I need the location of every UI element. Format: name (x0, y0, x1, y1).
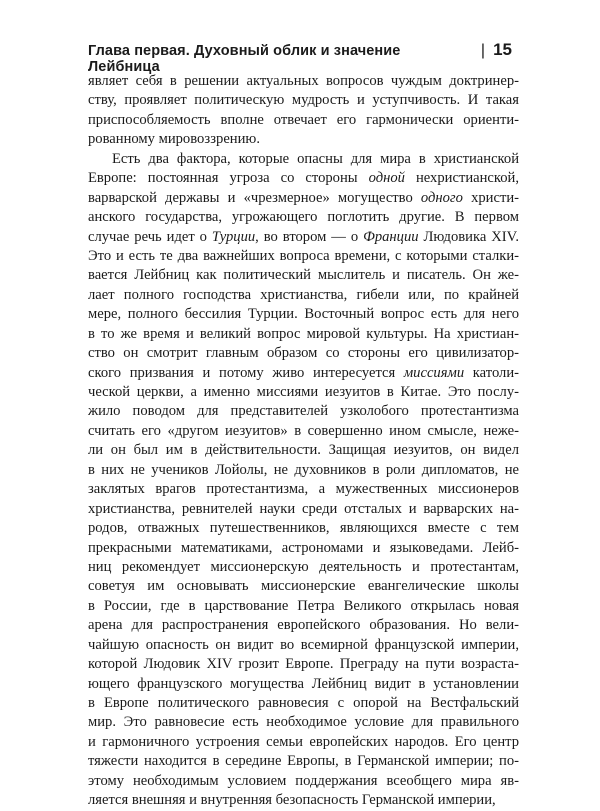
text-line (88, 519, 519, 538)
text-run: тяжести находится в середине Европы, в Германской империи; по- (88, 753, 519, 770)
text-run: вается Лейбниц как политический мыслитель и писатель. Он же- (88, 267, 519, 284)
text-run: ниц рекомендует миссионерскую деятельность и протестантам, (88, 558, 519, 575)
text-run: ство он смотрит главным образом со стороны его цивилизатор- (88, 345, 519, 362)
text-line (88, 150, 519, 169)
text-run: в России, где в царствование Петра Великого открылась новая (88, 597, 519, 614)
text-run: которой Людовик XIV грозит Европе. Преграду на пути возраста- (88, 656, 519, 673)
text-run: в Европе политического равновесия с опорой на Вестфальский (88, 695, 519, 711)
text-line (88, 461, 519, 480)
text-run: в них не учеников Лойолы, не духовников в роли дипломатов, не (88, 461, 519, 478)
text-run: рованному мировоззрению. (88, 131, 260, 148)
text-line (88, 383, 519, 402)
text-run: ского призвания и потому живо интересуется (88, 364, 404, 381)
text-line (88, 480, 519, 499)
text-line (88, 208, 519, 227)
text-line (88, 91, 519, 110)
text-line (88, 402, 519, 421)
text-run: Людовика XIV. (418, 228, 519, 245)
header-separator: | (480, 42, 486, 59)
text-line (88, 791, 519, 810)
text-line (88, 616, 519, 635)
text-line (88, 72, 519, 91)
text-run: мере, полного бессилия Турции. Восточный вопрос есть для него (88, 306, 519, 323)
text-line (88, 247, 519, 266)
text-run: мир. Это равновесие есть необходимое условие для правильного (88, 714, 519, 731)
text-run: советуя им основывать миссионерские евангелические школы (88, 578, 519, 595)
text-line (88, 655, 519, 674)
text-run: жило поводом для представителей узколобого протестантизма (88, 403, 519, 420)
text-run: чайшую опасность он видит во всемирной французской империи, (88, 636, 519, 653)
emphasis: Турции (211, 228, 256, 245)
text-line (88, 772, 519, 791)
text-run: лает полного господства христианства, гибели или, по крайней (88, 286, 519, 303)
text-run: христи- (462, 189, 519, 206)
text-line (88, 597, 519, 616)
emphasis: Франции (363, 228, 419, 245)
text-line (88, 189, 519, 208)
running-title: Глава первая. Духовный облик и значение Лейбница (88, 43, 401, 75)
text-line (88, 266, 519, 285)
text-run: арена для распространения европейского образования. Но вели- (88, 617, 519, 634)
body-text (88, 72, 519, 811)
text-run: ству, проявляет политическую мудрость и уступчивость. И такая (88, 92, 519, 109)
text-run: варварской державы и «чрезмерное» могущество (88, 189, 421, 206)
text-line (88, 111, 519, 130)
text-line (88, 694, 519, 713)
emphasis: миссиями (403, 364, 465, 381)
text-line (88, 228, 519, 247)
emphasis: одной (368, 170, 405, 187)
text-line (88, 344, 519, 363)
text-run: прекрасными математиками, астрономами и языковедами. Лейб- (88, 539, 519, 556)
text-run: анского государства, угрожающего поглотить другие. В первом (88, 209, 519, 226)
text-line (88, 130, 519, 149)
text-run: приспособляемость вполне отвечает его гармонически ориенти- (88, 111, 519, 128)
text-run: случае речь идет о (88, 228, 212, 245)
text-line (88, 422, 519, 441)
text-line (88, 733, 519, 752)
text-run: Это и есть те два важнейших вопроса времени, с которыми сталки- (88, 247, 519, 264)
text-run: заклятых врагов протестантизма, а мужественных миссионеров (88, 481, 519, 498)
text-line (88, 441, 519, 460)
text-line (88, 558, 519, 577)
text-run: Европе: постоянная угроза со стороны (88, 170, 369, 187)
text-line (88, 539, 519, 558)
text-line (88, 675, 519, 694)
text-line (88, 713, 519, 732)
text-line (88, 169, 519, 188)
text-run: Есть два фактора, которые опасны для мира в христианской (112, 150, 519, 167)
text-run: католи- (464, 364, 519, 381)
text-line (88, 286, 519, 305)
text-run: ляется внешняя и внутренняя безопасность Германской империи, (88, 792, 496, 809)
text-line (88, 500, 519, 519)
text-run: ющего французского могущества Лейбниц видит в установлении (88, 675, 519, 692)
text-run: родов, отважных путешественников, являющихся вместе с тем (88, 520, 519, 537)
emphasis: одного (420, 189, 463, 206)
text-run: ческой церкви, а именно миссиями иезуитов в Китае. Это послу- (88, 384, 519, 400)
text-line (88, 364, 519, 383)
running-header (88, 40, 512, 75)
text-run: считать его «другом иезуитов» в совершенно ином смысле, неже- (88, 422, 519, 439)
text-line (88, 325, 519, 344)
text-run: нехристианской, (404, 170, 519, 187)
text-line (88, 305, 519, 324)
text-line (88, 636, 519, 655)
text-run: являет себя в решении актуальных вопросов чуждым доктринер- (88, 73, 519, 89)
text-run: в то же время и великий вопрос мировой культуры. На христиан- (88, 325, 519, 342)
text-run: ли он был им в действительности. Защищая иезуитов, он видел (88, 442, 519, 459)
text-line (88, 752, 519, 771)
text-run: этому необходимым условием поддержания всеобщего мира яв- (88, 772, 519, 789)
page-number: 15 (493, 40, 512, 59)
text-run: христианства, ревнителей науки среди отсталых и варварских на- (88, 500, 519, 517)
text-run: , во втором — о (255, 228, 364, 245)
text-line (88, 577, 519, 596)
text-run: и гармоничного устроения семьи европейских народов. Его центр (88, 733, 519, 750)
